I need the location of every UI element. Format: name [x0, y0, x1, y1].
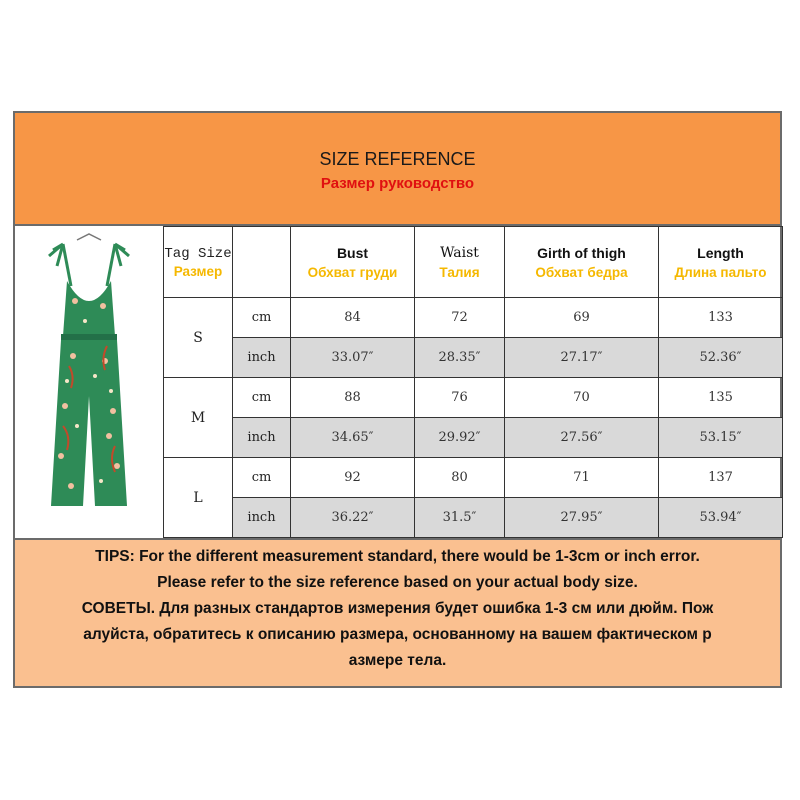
value-cell: 27.56″ — [505, 418, 659, 458]
unit-header — [233, 227, 291, 298]
size-cell: S — [164, 298, 233, 378]
unit-cell: cm — [233, 378, 291, 418]
tag-size-label: Tag Size — [164, 245, 232, 262]
value-cell: 135 — [659, 378, 783, 418]
size-chart — [13, 226, 782, 540]
table-row — [164, 418, 783, 458]
length-label: Length — [697, 244, 744, 261]
value-cell: 84 — [291, 298, 415, 338]
tips-line-ru: алуйста, обратитесь к описанию размера, основанному на вашем фактическом р — [83, 626, 712, 643]
size-reference-header — [13, 111, 782, 226]
table-row — [164, 298, 783, 338]
value-cell: 28.35″ — [415, 338, 505, 378]
value-cell: 33.07″ — [291, 338, 415, 378]
tips-line-ru: СОВЕТЫ. Для разных стандартов измерения будет ошибка 1-3 см или дюйм. Пож — [81, 600, 714, 617]
value-cell: 36.22″ — [291, 498, 415, 538]
value-cell: 52.36″ — [659, 338, 783, 378]
waist-label: Waist — [440, 244, 479, 261]
value-cell: 88 — [291, 378, 415, 418]
value-cell: 53.15″ — [659, 418, 783, 458]
value-cell: 137 — [659, 458, 783, 498]
table-row — [164, 498, 783, 538]
tips-line: Please refer to the size reference based on your actual body size. — [157, 574, 638, 591]
value-cell: 53.94″ — [659, 498, 783, 538]
size-cell: M — [164, 378, 233, 458]
length-label-ru: Длина пальто — [674, 264, 767, 280]
value-cell: 70 — [505, 378, 659, 418]
value-cell: 76 — [415, 378, 505, 418]
length-header — [659, 227, 783, 298]
unit-cell: cm — [233, 298, 291, 338]
value-cell: 133 — [659, 298, 783, 338]
value-cell: 27.17″ — [505, 338, 659, 378]
value-cell: 69 — [505, 298, 659, 338]
unit-cell: inch — [233, 498, 291, 538]
size-cell: L — [164, 458, 233, 538]
tips-box — [13, 540, 782, 688]
table-row — [164, 458, 783, 498]
table-row — [164, 338, 783, 378]
value-cell: 72 — [415, 298, 505, 338]
bust-label-ru: Обхват груди — [307, 264, 398, 280]
value-cell: 92 — [291, 458, 415, 498]
tips-line: TIPS: For the different measurement standard, there would be 1-3cm or inch error. — [95, 548, 700, 565]
tag-size-label-ru: Размер — [173, 263, 223, 279]
bust-header — [291, 227, 415, 298]
value-cell: 34.65″ — [291, 418, 415, 458]
page-title: SIZE REFERENCE — [319, 149, 476, 169]
tag-size-header — [164, 227, 233, 298]
page-subtitle-ru: Размер руководство — [320, 175, 475, 192]
value-cell: 80 — [415, 458, 505, 498]
waist-label-ru: Талия — [439, 264, 480, 280]
product-image — [15, 226, 163, 538]
value-cell: 29.92″ — [415, 418, 505, 458]
thigh-label: Girth of thigh — [537, 244, 626, 261]
value-cell: 71 — [505, 458, 659, 498]
thigh-header — [505, 227, 659, 298]
tips-line-ru: азмере тела. — [348, 652, 447, 669]
unit-cell: inch — [233, 418, 291, 458]
value-cell: 27.95″ — [505, 498, 659, 538]
unit-cell: inch — [233, 338, 291, 378]
table-row — [164, 378, 783, 418]
waist-header — [415, 227, 505, 298]
table-header-row — [164, 227, 783, 298]
size-table — [163, 226, 783, 538]
bust-label: Bust — [336, 244, 369, 261]
unit-cell: cm — [233, 458, 291, 498]
thigh-label-ru: Обхват бедра — [535, 264, 628, 280]
value-cell: 31.5″ — [415, 498, 505, 538]
